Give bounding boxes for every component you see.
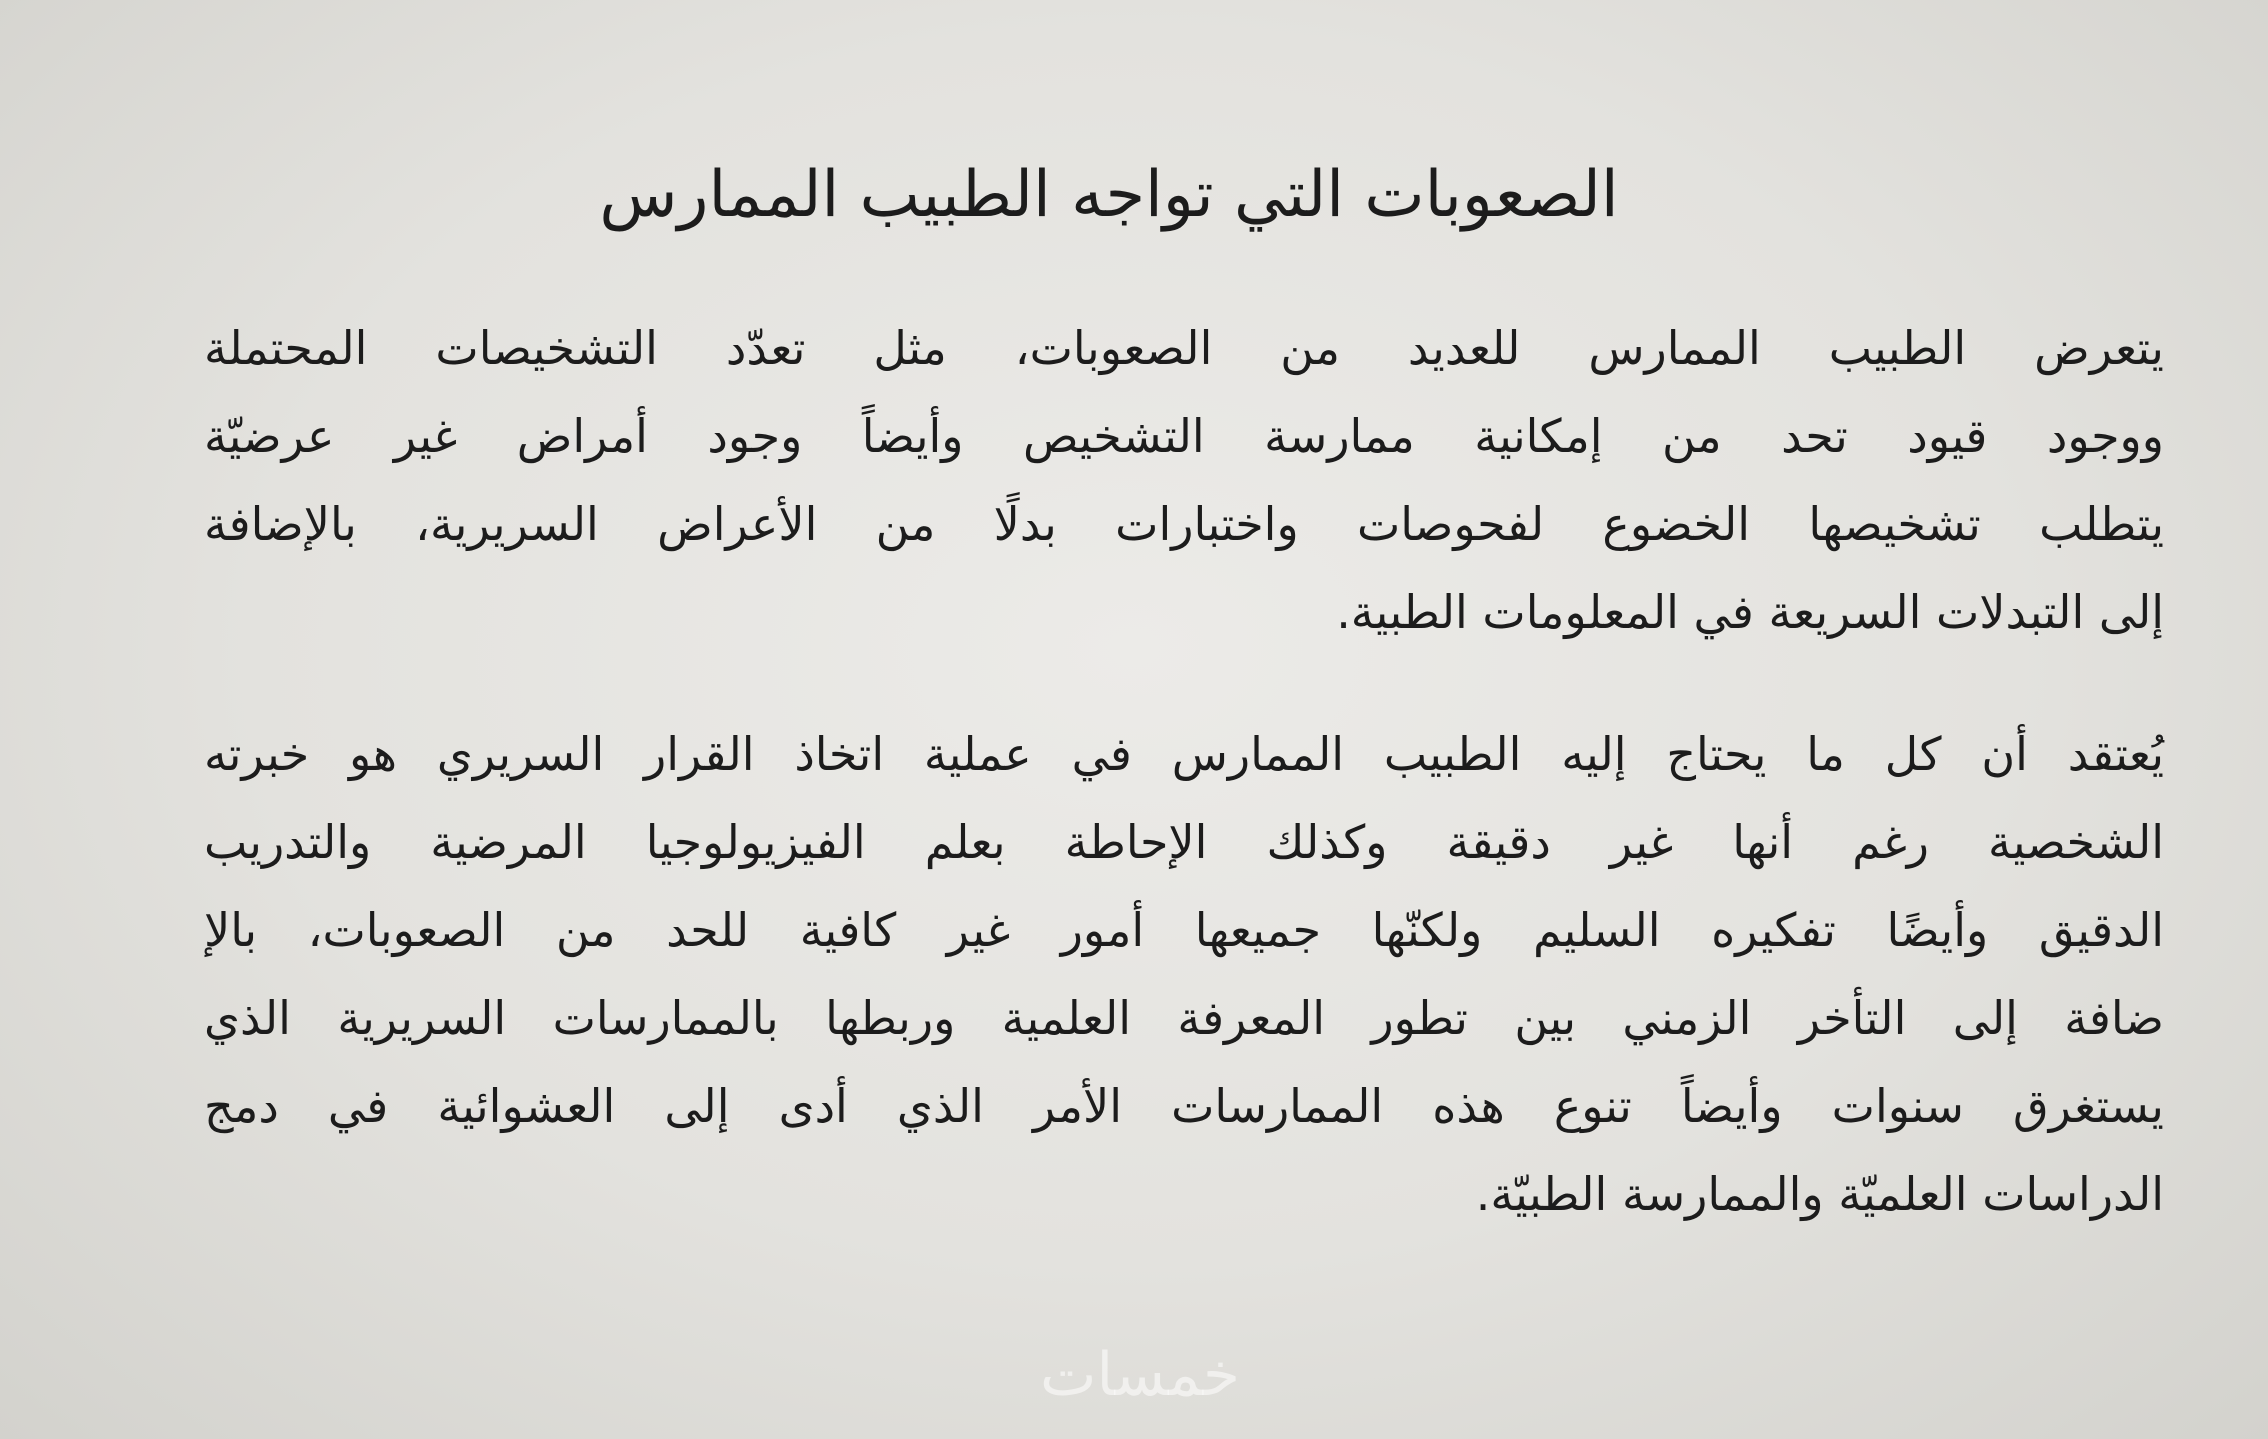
paragraph-1-line: يتعرض الطبيب الممارس للعديد من الصعوبات، مثل تعدّد التشخيصات المحتملة (204, 321, 2164, 375)
paragraph-2-line: يستغرق سنوات وأيضاً تنوع هذه الممارسات الأمر الذي أدى إلى العشوائية في دمج (204, 1079, 2164, 1133)
paragraph-2-line: ضافة إلى التأخر الزمني بين تطور المعرفة العلمية وربطها بالممارسات السريرية الذي (204, 991, 2164, 1045)
paragraph-2 (204, 710, 2164, 1238)
watermark-logo: خمسات (1039, 1340, 1241, 1410)
paragraph-1-line: إلى التبدلات السريعة في المعلومات الطبية. (1336, 585, 2164, 639)
paragraph-1-line: ووجود قيود تحد من إمكانية ممارسة التشخيص وأيضاً وجود أمراض غير عرضيّة (204, 409, 2164, 463)
page-title: الصعوبات التي تواجه الطبيب الممارس (599, 158, 1619, 232)
paragraph-1-line: يتطلب تشخيصها الخضوع لفحوصات واختبارات بدلًا من الأعراض السريرية، بالإضافة (204, 497, 2164, 551)
paragraph-1 (204, 304, 2164, 656)
paragraph-2-line: الشخصية رغم أنها غير دقيقة وكذلك الإحاطة بعلم الفيزيولوجيا المرضية والتدريب (204, 815, 2164, 869)
paragraph-2-line: الدقيق وأيضًا تفكيره السليم ولكنّها جميعها أمور غير كافية للحد من الصعوبات، بالإ (204, 903, 2164, 957)
paragraph-2-line: الدراسات العلميّة والممارسة الطبيّة. (1475, 1167, 2164, 1221)
paragraph-2-line: يُعتقد أن كل ما يحتاج إليه الطبيب الممارس في عملية اتخاذ القرار السريري هو خبرته (204, 727, 2164, 781)
